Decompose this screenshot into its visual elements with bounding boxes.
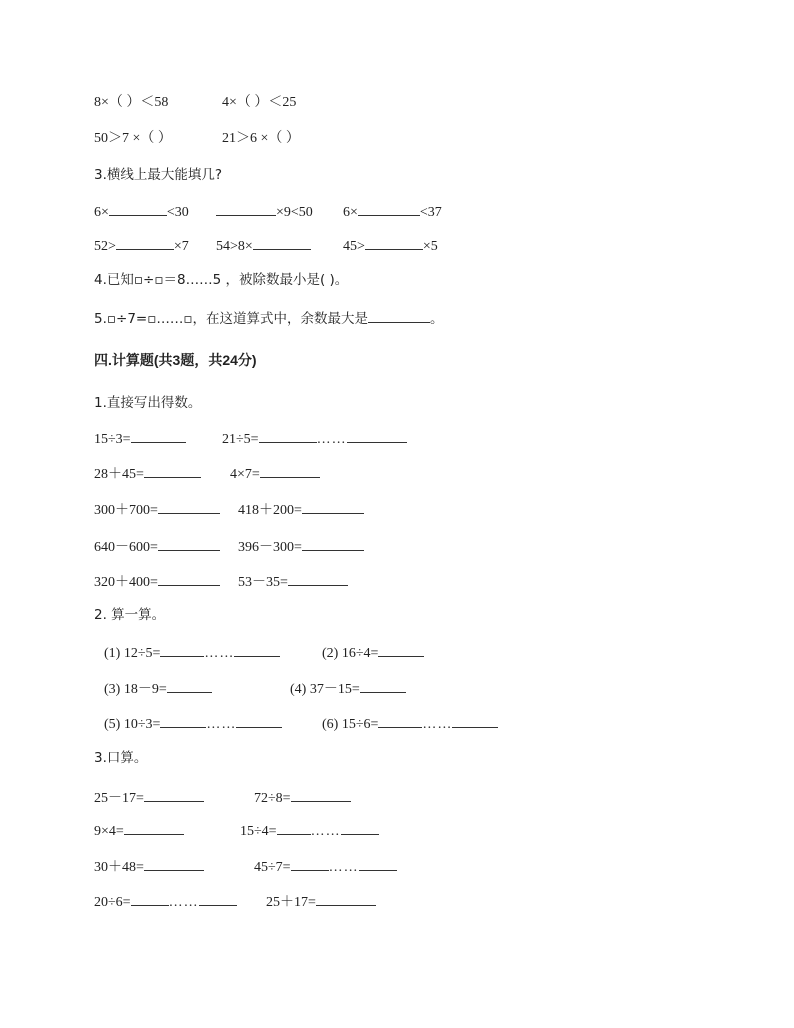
answer-blank[interactable] [359, 856, 397, 871]
answer-blank[interactable] [158, 571, 220, 586]
answer-blank[interactable] [291, 856, 329, 871]
expr: 15÷4= [240, 824, 277, 839]
answer-blank[interactable] [131, 891, 169, 906]
expr: <30 [166, 205, 189, 220]
expr: 9×4= [94, 824, 124, 839]
ellipsis: …… [316, 432, 347, 447]
answer-blank[interactable] [277, 820, 311, 835]
question-4: 4.已知▫÷▫＝8……5 ，被除数最小是( )。 [94, 272, 349, 288]
expr: 640－600= [94, 540, 158, 555]
expr: 50＞7 ×（ ） [94, 131, 172, 146]
expr: 396－300= [238, 540, 302, 555]
expr: 25＋17= [266, 895, 316, 910]
expr: 5.▫÷7=▫……▫，在这道算式中，余数最大是 [94, 311, 369, 327]
expr: ×5 [422, 239, 438, 254]
answer-blank[interactable] [144, 463, 201, 478]
expr: 21÷5= [222, 432, 259, 447]
answer-blank[interactable] [365, 235, 423, 250]
answer-blank[interactable] [360, 678, 406, 693]
answer-blank[interactable] [109, 201, 167, 216]
expr: 20÷6= [94, 895, 131, 910]
answer-blank[interactable] [368, 308, 430, 323]
answer-blank[interactable] [358, 201, 420, 216]
expr: (1) 12÷5= [104, 646, 161, 661]
answer-blank[interactable] [167, 678, 212, 693]
expr: 45÷7= [254, 860, 291, 875]
answer-blank[interactable] [234, 642, 280, 657]
ellipsis: …… [204, 646, 235, 661]
answer-blank[interactable] [260, 463, 320, 478]
answer-blank[interactable] [131, 428, 186, 443]
expr: 8×（ ）＜58 [94, 95, 169, 110]
expr: 28＋45= [94, 467, 144, 482]
answer-blank[interactable] [341, 820, 379, 835]
answer-blank[interactable] [291, 787, 351, 802]
expr: 418＋200= [238, 503, 302, 518]
question-title: 1.直接写出得数。 [94, 395, 202, 411]
answer-blank[interactable] [302, 536, 364, 551]
expr: ×9<50 [276, 205, 313, 220]
expr: (5) 10÷3= [104, 717, 161, 732]
answer-blank[interactable] [216, 201, 276, 216]
question-title: 3.口算。 [94, 750, 148, 766]
expr: 45> [343, 239, 365, 254]
expr: ×7 [173, 239, 189, 254]
expr: 53－35= [238, 575, 288, 590]
answer-blank[interactable] [253, 235, 311, 250]
expr: 72÷8= [254, 791, 291, 806]
expr: 4×7= [230, 467, 260, 482]
answer-blank[interactable] [160, 713, 206, 728]
expr: (2) 16÷4= [322, 646, 379, 661]
question-title: 3.横线上最大能填几? [94, 167, 223, 183]
expr: (4) 37－15= [290, 682, 360, 697]
expr: 320＋400= [94, 575, 158, 590]
answer-blank[interactable] [378, 713, 422, 728]
question-title: 2. 算一算。 [94, 607, 166, 623]
answer-blank[interactable] [288, 571, 348, 586]
section-heading: 四.计算题(共3题，共24分) [94, 352, 257, 368]
expr: 54>8× [216, 239, 253, 254]
answer-blank[interactable] [144, 787, 204, 802]
expr: 6× [94, 205, 109, 220]
answer-blank[interactable] [452, 713, 498, 728]
expr: 30＋48= [94, 860, 144, 875]
answer-blank[interactable] [116, 235, 174, 250]
ellipsis: …… [328, 860, 359, 875]
ellipsis: …… [310, 824, 341, 839]
answer-blank[interactable] [158, 499, 220, 514]
expr: 4×（ ）＜25 [222, 95, 297, 110]
expr: 。 [430, 311, 444, 327]
ellipsis: …… [206, 717, 237, 732]
expr: 15÷3= [94, 432, 131, 447]
question-5 [94, 308, 444, 328]
answer-blank[interactable] [316, 891, 376, 906]
expr: 21＞6 ×（ ） [222, 131, 300, 146]
answer-blank[interactable] [158, 536, 220, 551]
answer-blank[interactable] [347, 428, 407, 443]
expr: 300＋700= [94, 503, 158, 518]
answer-blank[interactable] [259, 428, 317, 443]
expr: 52> [94, 239, 116, 254]
answer-blank[interactable] [144, 856, 204, 871]
expr: 25－17= [94, 791, 144, 806]
ellipsis: …… [422, 717, 453, 732]
expr: 6× [343, 205, 358, 220]
answer-blank[interactable] [236, 713, 282, 728]
expr: (3) 18－9= [104, 682, 167, 697]
answer-blank[interactable] [160, 642, 204, 657]
expr: (6) 15÷6= [322, 717, 379, 732]
answer-blank[interactable] [378, 642, 424, 657]
ellipsis: …… [168, 895, 199, 910]
answer-blank[interactable] [302, 499, 364, 514]
answer-blank[interactable] [124, 820, 184, 835]
answer-blank[interactable] [199, 891, 237, 906]
expr: <37 [419, 205, 442, 220]
